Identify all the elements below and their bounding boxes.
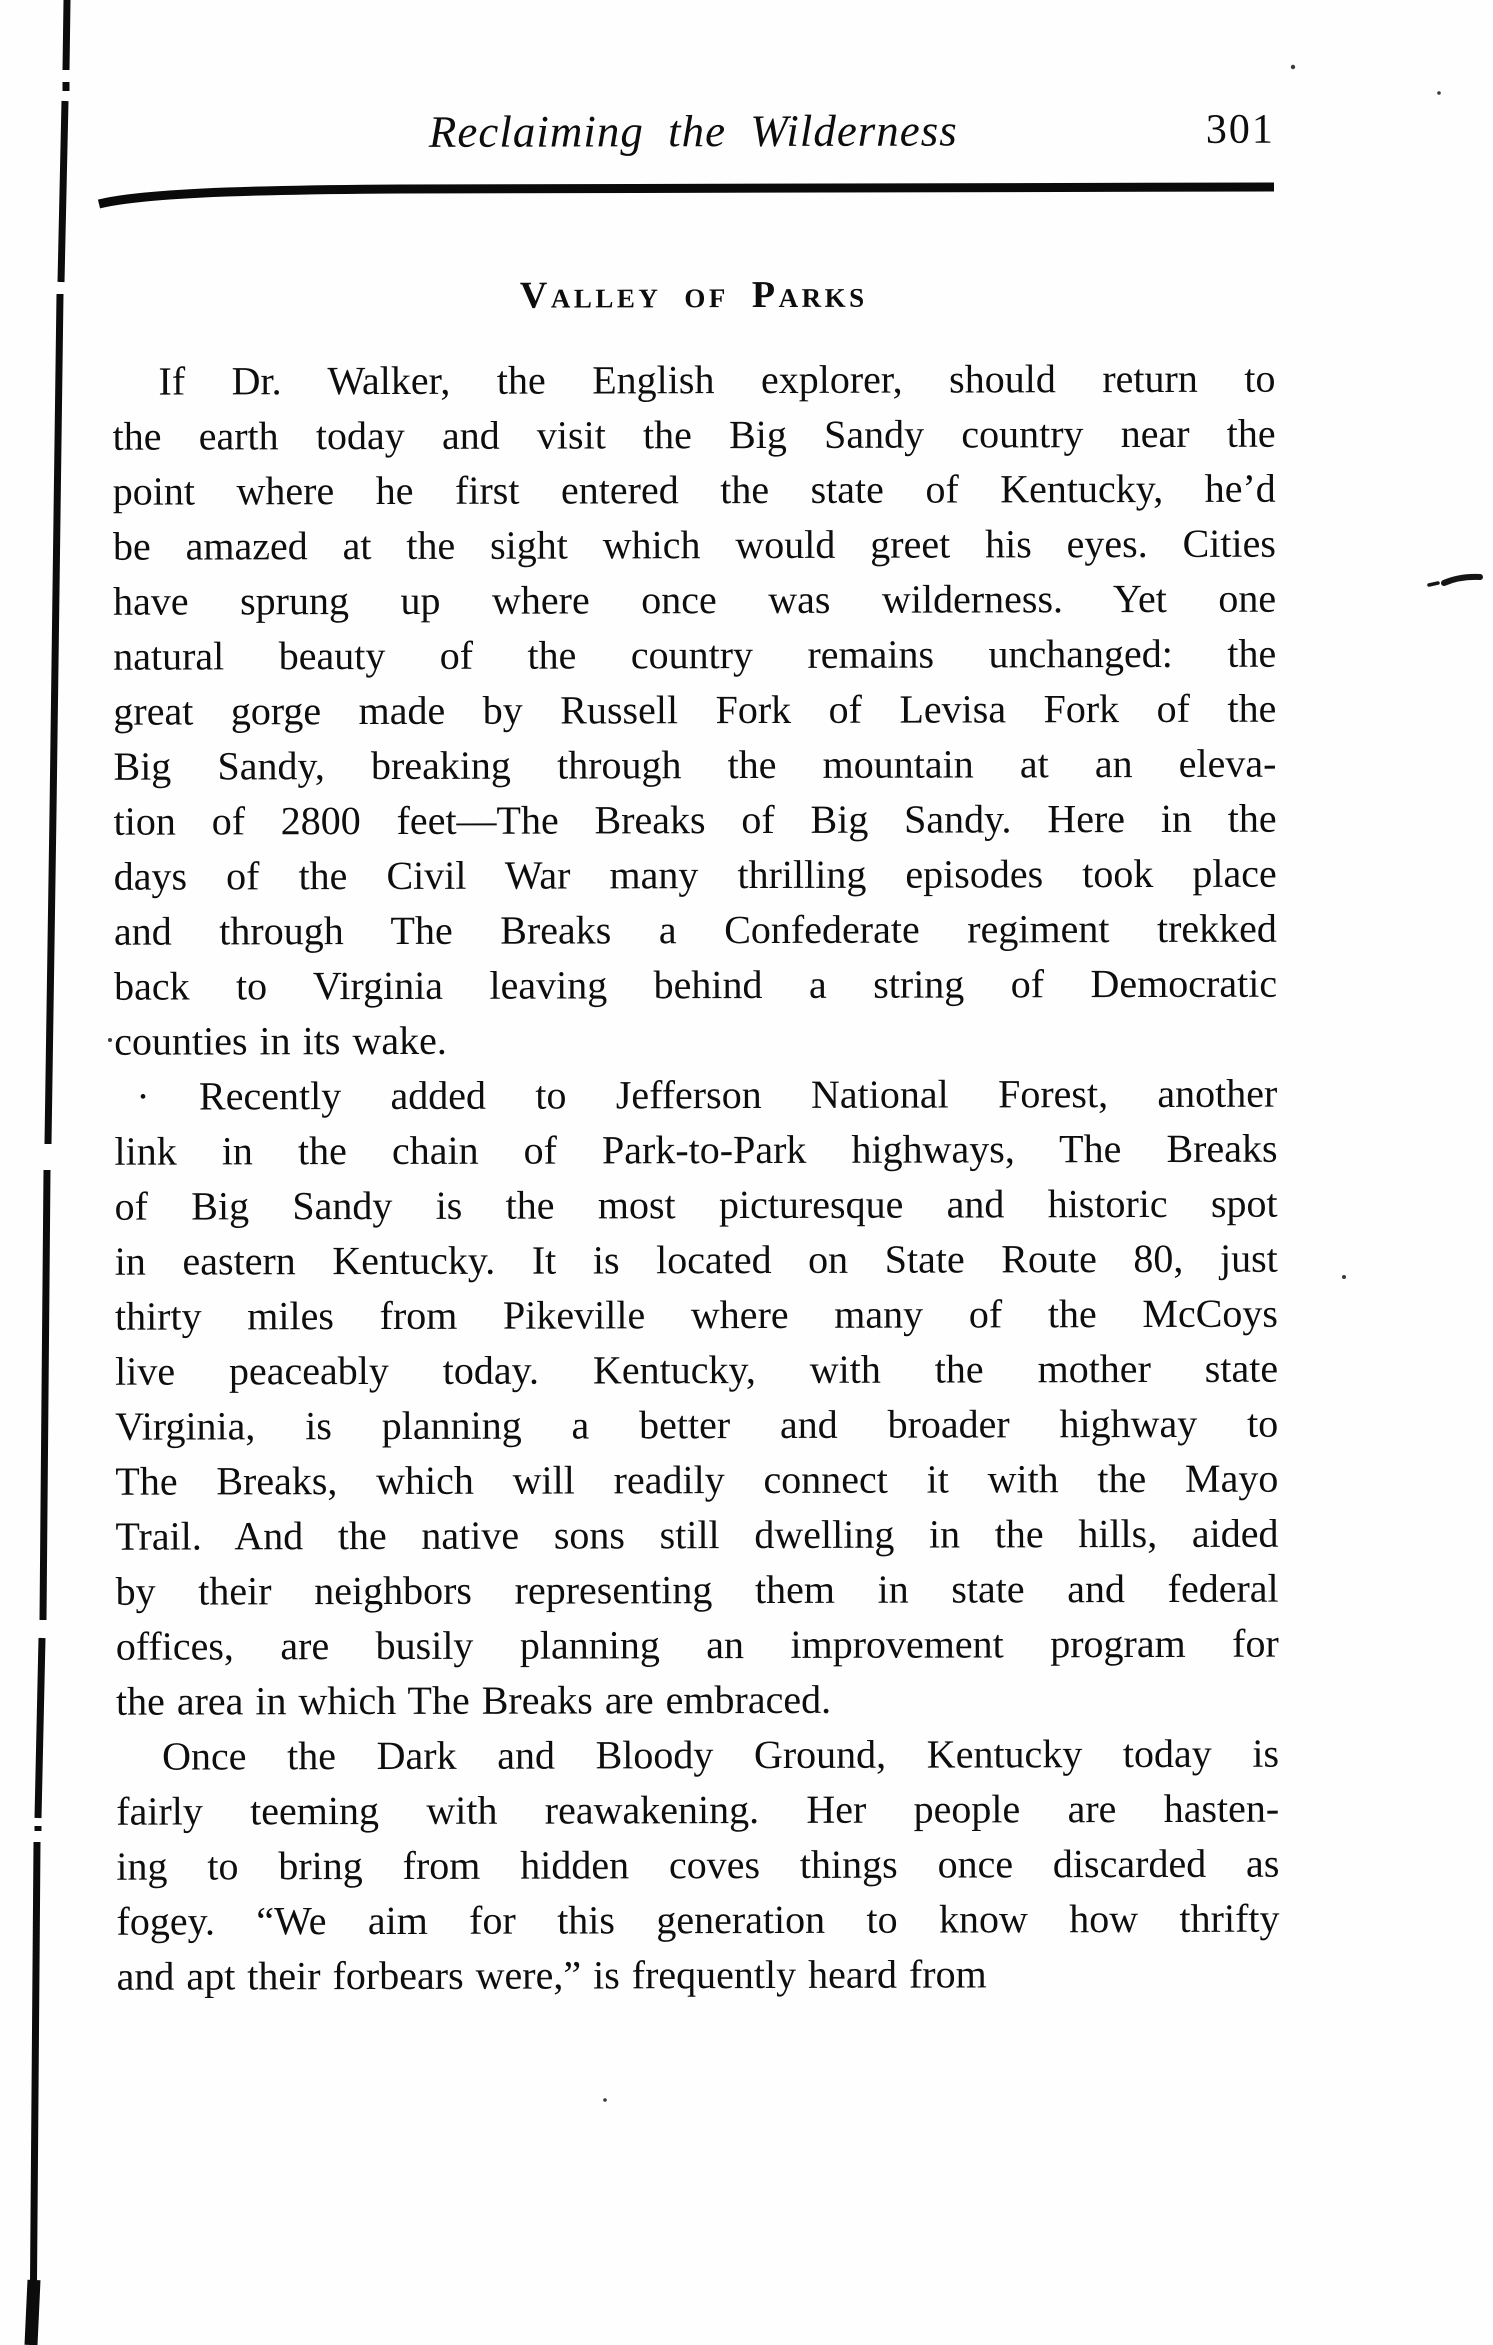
text-line: be amazed at the sight which would greet his eyes. Cities (112, 520, 1276, 569)
text-line: link in the chain of Park-to-Park highways, The Breaks (114, 1125, 1278, 1174)
text-line: the area in which The Breaks are embraced. (115, 1676, 832, 1724)
text-line: Trail. And the native sons still dwelling in the hills, aided (115, 1510, 1279, 1559)
text-line: days of the Civil War many thrilling episodes took place (113, 850, 1277, 899)
page-number: 301 (1205, 106, 1275, 153)
text-line: the earth today and visit the Big Sandy country near the (112, 410, 1276, 459)
text-line: point where he first entered the state of Kentucky, he’d (112, 465, 1276, 514)
text-line: back to Virginia leaving behind a string of Democratic (113, 960, 1278, 1009)
text-line: fairly teeming with reawakening. Her people are hasten- (116, 1785, 1280, 1834)
section-heading: Valley of Parks (519, 273, 868, 317)
text-line: counties in its wake. (114, 1017, 447, 1064)
text-line: ing to bring from hidden coves things once discarded as (116, 1840, 1280, 1889)
text-line: fogey. “We aim for this generation to know how thrifty (116, 1895, 1280, 1944)
text-line: The Breaks, which will readily connect it with the Mayo (115, 1455, 1279, 1504)
text-line: have sprung up where once was wilderness. Yet one (112, 575, 1277, 624)
text-line: natural beauty of the country remains unchanged: the (113, 630, 1277, 679)
text-line: Once the Dark and Bloody Ground, Kentucky today is (162, 1730, 1280, 1779)
text-line: of Big Sandy is the most picturesque and historic spot (114, 1180, 1278, 1229)
text-line: Virginia, is planning a better and broader highway to (115, 1400, 1279, 1449)
text-line: tion of 2800 feet—The Breaks of Big Sandy. Here in the (113, 795, 1277, 844)
text-line: offices, are busily planning an improvement program for (115, 1620, 1279, 1669)
running-header-title: Reclaiming the Wilderness (428, 105, 958, 157)
text-line: thirty miles from Pikeville where many of the McCoys (114, 1290, 1278, 1339)
text-line: live peaceably today. Kentucky, with the mother state (115, 1345, 1279, 1394)
text-line: in eastern Kentucky. It is located on State Route 80, just (114, 1235, 1278, 1284)
paragraph (112, 351, 1277, 1069)
paragraph (114, 1066, 1279, 1729)
text-line: and apt their forbears were,” is frequently heard from (116, 1951, 987, 1999)
text-line: Big Sandy, breaking through the mountain at an eleva- (113, 740, 1277, 789)
text-line: great gorge made by Russell Fork of Levisa Fork of the (113, 685, 1277, 734)
text-line: · Recently added to Jefferson National Forest, another (136, 1070, 1278, 1119)
text-line: and through The Breaks a Confederate regiment trekked (113, 905, 1277, 954)
body-text (112, 351, 1279, 2004)
text-line: If Dr. Walker, the English explorer, should return to (158, 355, 1276, 404)
text-line: by their neighbors representing them in state and federal (115, 1565, 1279, 1614)
paragraph (116, 1726, 1280, 2004)
running-header (112, 102, 1275, 161)
